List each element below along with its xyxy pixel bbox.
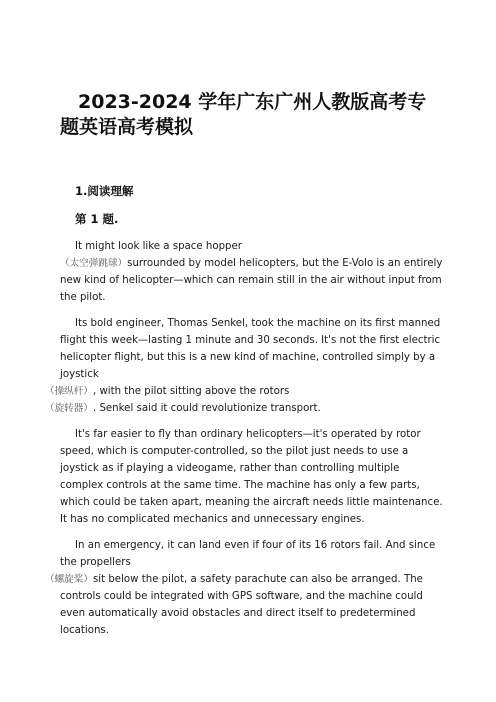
passage-body bbox=[45, 238, 445, 648]
section-heading: 1.阅读理解 bbox=[75, 184, 134, 198]
paragraph-4-text-b: sit below the pilot, a safety parachute can also be arranged. The controls could be integrated with GPS software, and the machine could even automatically avoid obstacles and direct itself to predetermined locations. bbox=[60, 574, 423, 636]
paragraph-2 bbox=[45, 315, 445, 417]
paragraph-2-text-a: Its bold engineer, Thomas Senkel, took the machine on its first manned flight this week—lasting 1 minute and 30 seconds. It's not the first electric helicopter flight, but this is a new kind of machine, controlled simply by a joystick bbox=[60, 318, 441, 380]
gloss-propellers: （螺旋桨） bbox=[45, 574, 93, 585]
gloss-joystick: （操纵杆） bbox=[45, 386, 93, 397]
document-title: 2023-2024 学年广东广州人教版高考专题英语高考模拟 bbox=[60, 91, 427, 138]
question-number: 第 1 题. bbox=[75, 212, 119, 226]
paragraph-1 bbox=[60, 238, 445, 306]
paragraph-3: It's far easier to fly than ordinary helicopters—it's operated by rotor speed, which is computer-controlled, so the pilot just needs to use a joystick as if playing a videogame, rather than controlling multiple complex controls at the same time. The machine has only a few parts, which could be taken apart, meaning the aircraft needs little maintenance. It has no complicated mechanics and unnecessary engines. bbox=[60, 429, 443, 525]
gloss-rotors: （旋转器） bbox=[45, 403, 93, 414]
paragraph-1-text: surrounded by model helicopters, but the E-Volo is an entirely new kind of helicopter—which can remain still in the air without input from the pilot. bbox=[60, 258, 443, 303]
gloss-space-hopper: （太空弹跳球） bbox=[60, 258, 128, 269]
paragraph-2-text-b: , with the pilot sitting above the rotors bbox=[92, 386, 290, 397]
paragraph-2-text-c: . Senkel said it could revolutionize transport. bbox=[92, 403, 321, 414]
paragraph-4 bbox=[45, 537, 445, 639]
paragraph-1-line-1: It might look like a space hopper bbox=[75, 241, 242, 252]
paragraph-4-text-a: In an emergency, it can land even if four of its 16 rotors fail. And since the propellers bbox=[60, 540, 436, 568]
